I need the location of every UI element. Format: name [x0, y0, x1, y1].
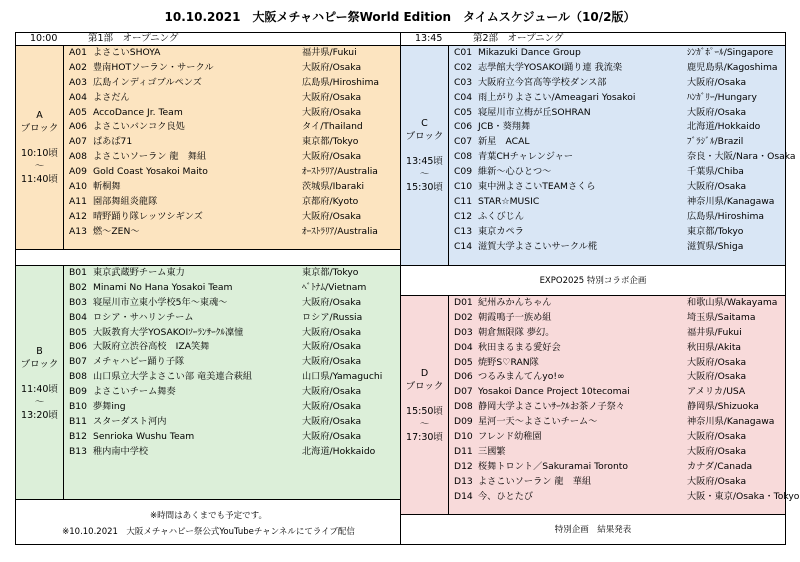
team-code: B10: [69, 401, 87, 413]
team-region: ｼﾝｶﾞﾎﾟｰﾙ/Singapore: [687, 47, 774, 58]
block-b-label-cell: [16, 266, 64, 500]
team-region: 大阪府/Osaka: [302, 341, 362, 353]
team-row: [449, 415, 785, 430]
block-c-start-time: 13:45頃: [406, 156, 443, 167]
team-name: AccoDance Jr. Team: [93, 106, 183, 118]
team-row: [449, 296, 785, 311]
team-region: 大阪府/Osaka: [302, 326, 362, 338]
team-region: 大阪府/Osaka: [687, 181, 747, 193]
team-code: D01: [454, 297, 473, 308]
team-row: [64, 445, 400, 460]
team-name: 東京カペラ: [478, 225, 524, 237]
team-code: A11: [69, 195, 87, 207]
team-name: 静岡大学よさこいｻｰｸﾙお茶ノ子祭々: [478, 401, 625, 413]
expo-collab-label: EXPO2025 特別コラボ企画: [539, 276, 647, 286]
team-row: [449, 311, 785, 326]
notes-cell: [16, 500, 401, 545]
team-code: A09: [69, 166, 87, 178]
block-c-word: ブロック: [405, 131, 444, 142]
team-name: 朝倉無限隊 夢幻。: [478, 326, 555, 338]
note-line-2: ※10.10.2021 大阪メチャハピー祭公式YouTubeチャンネルにてライブ配信: [62, 527, 355, 537]
team-row: [449, 460, 785, 475]
team-region: 埼玉県/Saitama: [687, 311, 756, 323]
team-name: Gold Coast Yosakoi Maito: [93, 166, 208, 178]
team-region: ﾍﾞﾄﾅﾑ/Vietnam: [302, 281, 367, 293]
team-region: 京都府/Kyoto: [302, 195, 359, 207]
block-a-label-cell: [16, 46, 64, 249]
team-name: 新星 ACAL: [478, 136, 530, 148]
team-row: [449, 46, 785, 61]
team-code: A03: [69, 76, 87, 88]
team-name: よさこいチーム舞奏: [93, 386, 176, 398]
team-code: C14: [454, 240, 473, 252]
team-name: 星河一天～よさこいチーム～: [478, 416, 598, 428]
block-b-end-time: 13:20頃: [21, 409, 58, 421]
team-region: 東京都/Tokyo: [302, 267, 359, 278]
team-code: D02: [454, 311, 473, 323]
part1-label: 第1部 オープニング: [88, 33, 179, 44]
team-region: 東京都/Tokyo: [302, 136, 359, 148]
team-region: 大阪府/Osaka: [687, 371, 747, 383]
team-name: よさだん: [93, 91, 130, 103]
team-row: [64, 91, 400, 106]
part2-label: 第2部 オープニング: [473, 33, 564, 44]
block-b-letter: B: [36, 345, 43, 357]
team-row: [64, 281, 400, 296]
team-row: [64, 311, 400, 326]
team-row: [449, 180, 785, 195]
team-region: ﾌﾞﾗｼﾞﾙ/Brazil: [687, 136, 744, 148]
team-row: [64, 296, 400, 311]
team-name: スターダスト河内: [93, 415, 167, 427]
team-region: 山口県/Yamaguchi: [302, 371, 383, 383]
team-name: 寝屋川市立梅が丘SOHRAN: [478, 106, 591, 118]
team-code: B06: [69, 341, 87, 353]
team-code: C08: [454, 151, 473, 163]
team-name: 今、ひとたび: [478, 490, 534, 502]
team-region: 大阪府/Osaka: [302, 415, 362, 427]
team-code: B03: [69, 296, 87, 308]
team-row: [449, 326, 785, 341]
team-code: C13: [454, 225, 473, 237]
schedule-table: [15, 32, 800, 545]
team-row: [64, 135, 400, 150]
team-code: C03: [454, 76, 473, 88]
block-c-list: [449, 46, 796, 254]
team-region: 鹿児島県/Kagoshima: [687, 61, 778, 73]
team-name: ぱあぱ71: [93, 136, 133, 148]
team-region: 大阪府/Osaka: [302, 430, 362, 442]
team-row: [449, 76, 785, 91]
team-code: D13: [454, 475, 473, 487]
team-region: 大阪府/Osaka: [302, 91, 362, 103]
team-code: A12: [69, 210, 87, 222]
team-code: C05: [454, 106, 473, 118]
team-row: [64, 415, 400, 430]
team-region: 広島県/Hiroshima: [687, 210, 765, 222]
team-row: [449, 475, 785, 490]
block-d-tilde: ～: [419, 418, 430, 430]
team-code: A02: [69, 61, 87, 73]
team-region: アメリカ/USA: [687, 386, 746, 398]
team-region: 北海道/Hokkaido: [687, 121, 761, 133]
team-name: 雨上がりよさこい/Ameagari Yosakoi: [478, 91, 636, 103]
team-code: B13: [69, 445, 87, 457]
team-row: [64, 340, 400, 355]
team-code: B05: [69, 326, 87, 338]
block-d-letter: D: [420, 367, 429, 379]
team-region: 大阪府/Osaka: [302, 386, 362, 398]
team-region: ロシア/Russia: [302, 311, 363, 323]
team-region: 広島県/Hiroshima: [302, 76, 380, 88]
team-row: [64, 76, 400, 91]
team-name: 秋田まるまる愛好会: [478, 341, 561, 353]
team-code: D14: [454, 490, 473, 502]
team-row: [64, 180, 400, 195]
team-region: ｵｰｽﾄﾗﾘｱ/Australia: [302, 225, 378, 237]
block-d-label-cell: [401, 296, 449, 514]
team-region: 大阪府/Osaka: [687, 356, 747, 368]
block-c-letter: C: [421, 118, 428, 129]
team-row: [449, 120, 785, 135]
team-name: よさこいソーラン 龍 華組: [478, 475, 592, 487]
team-name: 朝霞鳴子一族め組: [478, 311, 552, 323]
team-code: B07: [69, 356, 87, 368]
team-code: D10: [454, 431, 473, 443]
team-name: JCB・葵翔舞: [478, 121, 531, 133]
team-code: D08: [454, 401, 473, 413]
block-d-start-time: 15:50頃: [406, 405, 443, 417]
team-code: C02: [454, 61, 473, 73]
block-b-list: [64, 266, 400, 460]
team-code: C01: [454, 47, 473, 58]
team-name: 燃～ZEN～: [93, 225, 140, 237]
team-row: [449, 106, 785, 121]
team-row: [449, 135, 785, 150]
block-a: [16, 46, 401, 250]
team-region: 千葉県/Chiba: [687, 166, 744, 178]
results-label: 特別企画 結果発表: [554, 525, 632, 535]
team-name: 寝屋川市立東小学校5年〜東魂〜: [93, 296, 228, 308]
team-name: 桜舞トロント／Sakuramai Toronto: [478, 460, 629, 472]
team-region: 福井県/Fukui: [687, 326, 742, 338]
team-region: 大阪府/Osaka: [302, 296, 362, 308]
team-code: A13: [69, 225, 87, 237]
team-region: 大阪府/Osaka: [302, 401, 362, 413]
right-column: [401, 33, 800, 545]
team-region: 大阪府/Osaka: [687, 431, 747, 443]
team-region: 奈良・大阪/Nara・Osaka: [687, 151, 796, 163]
team-row: [449, 225, 785, 240]
block-b-word: ブロック: [20, 358, 59, 370]
team-name: 園部舞組炎龍隊: [93, 195, 158, 207]
block-a-tilde: ～: [34, 161, 45, 172]
team-name: 斬桐舞: [93, 181, 121, 193]
team-code: A01: [69, 47, 87, 58]
team-row: [449, 400, 785, 415]
note-line-1: ※時間はあくまでも予定です。: [150, 511, 267, 521]
team-name: 稚内南中学校: [93, 445, 149, 457]
team-name: Yosakoi Dance Project 10tecomai: [478, 386, 630, 398]
team-code: A04: [69, 91, 87, 103]
team-name: Senrioka Wushu Team: [93, 430, 195, 442]
team-code: B08: [69, 371, 87, 383]
team-name: 東中洲よさこいTEAMさくら: [478, 181, 596, 193]
team-name: よさこいSHOYA: [93, 47, 161, 58]
team-code: A08: [69, 151, 87, 163]
team-name: STAR☆MUSIC: [478, 195, 540, 207]
team-row: [449, 385, 785, 400]
team-row: [449, 490, 800, 505]
team-row: [64, 210, 400, 225]
team-region: 北海道/Hokkaido: [302, 445, 376, 457]
team-row: [449, 430, 785, 445]
team-region: 秋田県/Akita: [687, 341, 742, 353]
team-region: 大阪府/Osaka: [302, 151, 362, 163]
team-region: 大阪府/Osaka: [687, 76, 747, 88]
team-code: A06: [69, 121, 87, 133]
team-row: [64, 400, 400, 415]
team-row: [64, 120, 400, 135]
team-row: [449, 165, 785, 180]
team-name: よさこいソーラン 龍 舞組: [93, 151, 207, 163]
team-name: 維新～心ひとつ～: [478, 166, 552, 178]
block-d: [401, 296, 800, 515]
team-name: 三國繁: [478, 445, 506, 457]
team-row: [64, 266, 400, 281]
team-name: ふくびじん: [478, 210, 524, 222]
team-name: よさこいバンコク良処: [93, 121, 185, 133]
part2-time: 13:45: [415, 33, 443, 44]
team-code: C09: [454, 166, 473, 178]
team-code: B04: [69, 311, 87, 323]
team-row: [449, 341, 785, 356]
team-row: [64, 106, 400, 121]
team-row: [449, 61, 785, 76]
team-code: D06: [454, 371, 473, 383]
team-code: C06: [454, 121, 473, 133]
team-name: 焼野S♡RAN隊: [478, 356, 539, 368]
team-region: ﾊﾝｶﾞﾘｰ/Hungary: [687, 91, 757, 103]
block-c: [401, 46, 796, 266]
team-name: 晴野踊り隊レッツシギンズ: [93, 210, 203, 222]
left-column: [16, 33, 401, 545]
team-region: 大阪府/Osaka: [687, 475, 747, 487]
team-row: [449, 370, 785, 385]
team-code: B12: [69, 430, 87, 442]
team-region: 静岡県/Shizuoka: [687, 401, 759, 413]
team-name: 紀州みかんちゃん: [478, 297, 552, 308]
team-name: 東京武蔵野チーム東力: [93, 267, 185, 278]
results-row: [401, 515, 786, 545]
team-region: カナダ/Canada: [687, 460, 753, 472]
team-code: C07: [454, 136, 473, 148]
team-name: つるみまんてんyo!∞: [478, 371, 565, 383]
team-region: 東京都/Tokyo: [687, 225, 744, 237]
team-code: C12: [454, 210, 473, 222]
team-code: C11: [454, 195, 473, 207]
team-region: 大阪府/Osaka: [302, 61, 362, 73]
block-d-list: [449, 296, 800, 504]
team-row: [64, 195, 400, 210]
team-region: タイ/Thailand: [302, 121, 363, 133]
team-code: A07: [69, 136, 87, 148]
team-name: Mikazuki Dance Group: [478, 47, 581, 58]
block-a-word: ブロック: [20, 123, 59, 134]
team-region: 滋賀県/Shiga: [687, 240, 744, 252]
team-region: 大阪府/Osaka: [302, 210, 362, 222]
team-row: [449, 150, 796, 165]
part2-header: [401, 33, 786, 46]
team-row: [449, 356, 785, 371]
expo-collab-row: [401, 266, 786, 296]
team-name: メチャハピー踊り子隊: [93, 356, 185, 368]
team-region: 福井県/Fukui: [302, 47, 357, 58]
block-c-end-time: 15:30頃: [406, 182, 443, 193]
team-region: 大阪府/Osaka: [687, 445, 747, 457]
team-name: 夢舞ing: [93, 401, 126, 413]
team-row: [449, 240, 785, 255]
team-code: D07: [454, 386, 473, 398]
team-row: [64, 150, 400, 165]
team-name: 志學館大学YOSAKOI踊り連 我流楽: [478, 61, 623, 73]
team-region: 大阪・東京/Osaka・Tokyo: [687, 490, 800, 502]
part1-time: 10:00: [30, 33, 58, 44]
team-name: 滋賀大学よさこいサークル椛: [478, 240, 598, 252]
team-code: B01: [69, 267, 87, 278]
page-title: 10.10.2021 大阪メチャハピー祭World Edition タイムスケジュール（10/2版）: [164, 10, 636, 24]
team-row: [64, 46, 400, 61]
team-name: 大阪教育大学YOSAKOIｿｰﾗﾝｻｰｸﾙ凜憧: [93, 326, 244, 338]
block-a-letter: A: [36, 110, 43, 121]
team-code: A05: [69, 106, 87, 118]
team-name: 大阪府立渋谷高校 IZA笑舞: [93, 341, 210, 353]
team-region: 神奈川県/Kanagawa: [687, 195, 775, 207]
part1-header: [16, 33, 401, 46]
team-name: 広島インディゴブルペンズ: [93, 76, 202, 88]
team-code: D12: [454, 460, 473, 472]
team-code: D03: [454, 326, 473, 338]
team-row: [449, 210, 785, 225]
block-c-tilde: ～: [419, 169, 430, 180]
spacer-row: [16, 250, 401, 266]
team-code: B02: [69, 281, 87, 293]
team-row: [64, 61, 400, 76]
team-row: [64, 385, 400, 400]
block-b: [16, 266, 401, 500]
team-row: [64, 370, 400, 385]
team-region: 大阪府/Osaka: [302, 356, 362, 368]
team-name: ロシア・サハリンチーム: [93, 311, 194, 323]
team-code: D05: [454, 356, 473, 368]
team-code: A10: [69, 181, 87, 193]
block-b-start-time: 11:40頃: [21, 383, 58, 395]
block-c-label-cell: [401, 46, 449, 265]
team-row: [64, 430, 400, 445]
block-b-tilde: ～: [34, 396, 45, 408]
team-name: 山口県立大学よさこい部 竜美連合萩組: [93, 371, 253, 383]
team-code: D09: [454, 416, 473, 428]
block-a-end-time: 11:40頃: [21, 174, 58, 185]
team-row: [64, 165, 400, 180]
team-code: B09: [69, 386, 87, 398]
team-name: 大阪府立今宮高等学校ダンス部: [478, 76, 607, 88]
team-code: B11: [69, 415, 87, 427]
team-name: フレンド幼稚園: [478, 431, 542, 443]
team-row: [64, 225, 400, 240]
block-a-list: [64, 46, 400, 240]
team-region: 神奈川県/Kanagawa: [687, 416, 775, 428]
team-region: 大阪府/Osaka: [687, 106, 747, 118]
team-code: D11: [454, 445, 473, 457]
block-d-end-time: 17:30頃: [406, 431, 443, 443]
team-region: 大阪府/Osaka: [302, 106, 362, 118]
team-name: 青葉CHチャレンジャー: [478, 151, 574, 163]
team-name: 豊南HOTソーラン・サークル: [93, 61, 214, 73]
team-row: [449, 91, 785, 106]
team-row: [64, 326, 400, 341]
team-region: 茨城県/Ibaraki: [302, 181, 365, 193]
team-row: [449, 195, 785, 210]
block-d-word: ブロック: [405, 380, 444, 392]
team-code: C10: [454, 181, 473, 193]
team-row: [449, 445, 785, 460]
team-code: D04: [454, 341, 473, 353]
team-region: 和歌山県/Wakayama: [687, 297, 778, 308]
team-row: [64, 355, 400, 370]
team-region: ｵｰｽﾄﾗﾘｱ/Australia: [302, 166, 378, 178]
team-name: Minami No Hana Yosakoi Team: [93, 281, 233, 293]
block-a-start-time: 10:10頃: [21, 148, 58, 159]
team-code: C04: [454, 91, 473, 103]
